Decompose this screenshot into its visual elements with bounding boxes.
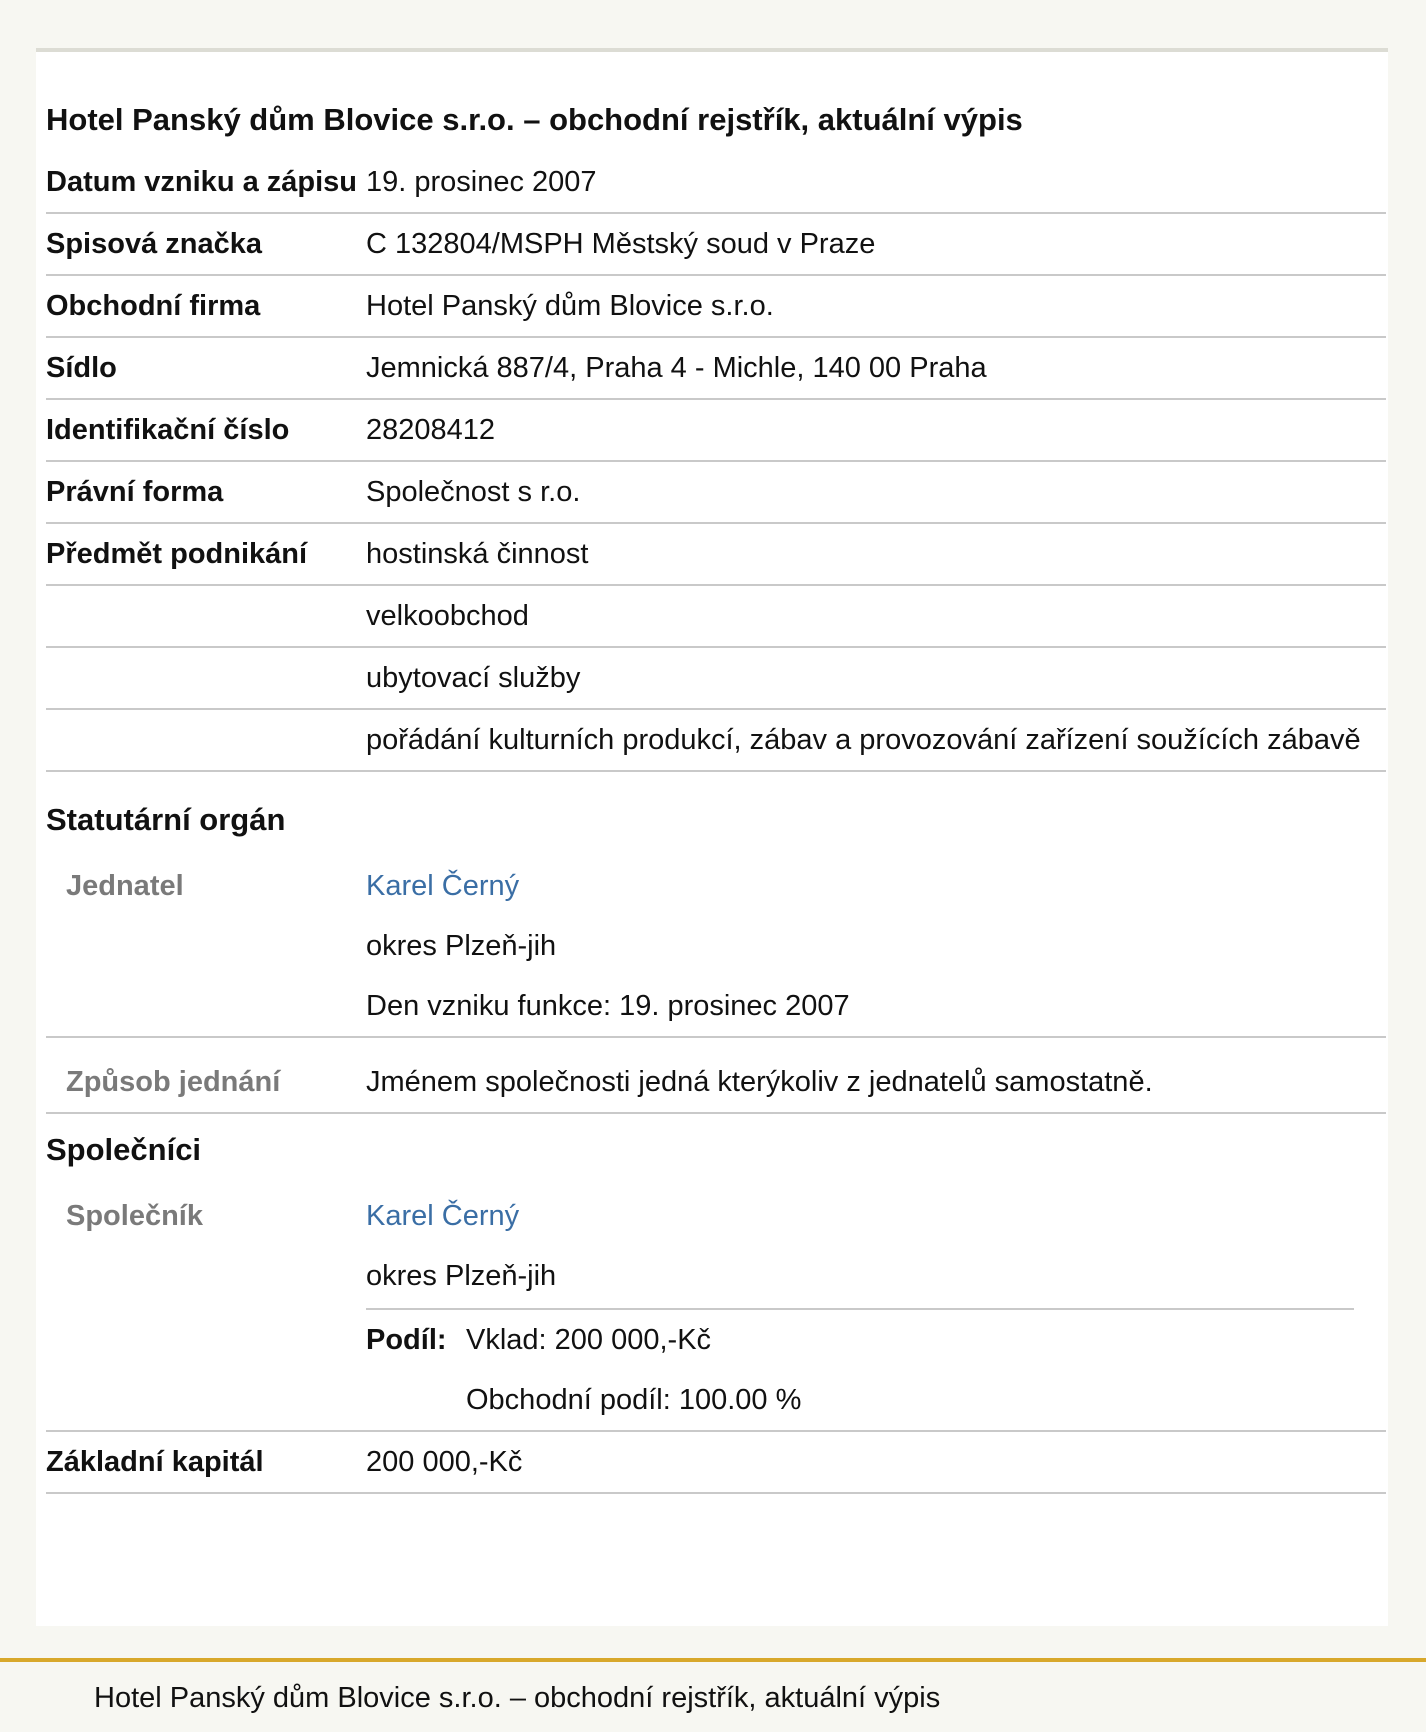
- value-sidlo: Jemnická 887/4, Praha 4 - Michle, 140 00 Praha: [366, 352, 987, 384]
- row-predmet-podnikani-2: [46, 586, 1386, 648]
- heading-spolecnici: Společníci: [46, 1132, 202, 1167]
- value-predmet-item: hostinská činnost: [366, 538, 589, 570]
- value-pravni-forma: Společnost s r.o.: [366, 476, 581, 508]
- registry-content: [46, 98, 1386, 1494]
- value-zpusob-jednani: Jménem společnosti jedná kterýkoliv z jednatelů samostatně.: [366, 1066, 1153, 1098]
- value-zakladni-kapital: 200 000,-Kč: [366, 1446, 523, 1478]
- label-predmet-podnikani: Předmět podnikání: [46, 538, 308, 570]
- label-pravni-forma: Právní forma: [46, 476, 224, 508]
- jednatel-okres: okres Plzeň-jih: [366, 930, 557, 962]
- podil-label: Podíl:: [366, 1324, 447, 1356]
- label-spisova-znacka: Spisová značka: [46, 228, 262, 260]
- row-pravni-forma: [46, 462, 1386, 524]
- podil-vklad: Vklad: 200 000,-Kč: [466, 1324, 712, 1356]
- row-jednatel: [46, 856, 1386, 1038]
- row-predmet-podnikani: [46, 524, 1386, 586]
- row-zakladni-kapital: [46, 1432, 1386, 1494]
- row-sidlo: [46, 338, 1386, 400]
- value-identifikacni-cislo: 28208412: [366, 414, 496, 446]
- value-jednatel: [366, 856, 1386, 1036]
- label-sidlo: Sídlo: [46, 352, 117, 384]
- value-obchodni-firma: Hotel Panský dům Blovice s.r.o.: [366, 290, 774, 322]
- value-datum-vzniku: 19. prosinec 2007: [366, 166, 597, 198]
- value-predmet-item: ubytovací služby: [366, 662, 581, 694]
- footer-bar: [0, 1658, 1426, 1732]
- jednatel-den-vzniku: Den vzniku funkce: 19. prosinec 2007: [366, 990, 850, 1022]
- footer-title: Hotel Panský dům Blovice s.r.o. – obchodní rejstřík, aktuální výpis: [94, 1682, 941, 1714]
- value-predmet-item: pořádání kulturních produkcí, zábav a provozování zařízení soužících zábavě: [366, 724, 1361, 756]
- label-empty: [46, 586, 366, 646]
- label-empty: [46, 710, 366, 770]
- label-zakladni-kapital: Základní kapitál: [46, 1446, 264, 1478]
- heading-statutarni-organ: Statutární orgán: [46, 802, 286, 837]
- label-empty: [46, 648, 366, 708]
- label-obchodni-firma: Obchodní firma: [46, 290, 261, 322]
- podil-values: [466, 1310, 801, 1430]
- spolecnik-okres: okres Plzeň-jih: [366, 1260, 557, 1292]
- row-datum-vzniku: [46, 152, 1386, 214]
- page-title: Hotel Panský dům Blovice s.r.o. – obchodní rejstřík, aktuální výpis: [46, 102, 1023, 137]
- row-identifikacni-cislo: [46, 400, 1386, 462]
- spolecnik-podil: [366, 1308, 1354, 1430]
- row-spisova-znacka: [46, 214, 1386, 276]
- spolecnik-name-link[interactable]: Karel Černý: [366, 1200, 520, 1232]
- registry-card: [36, 48, 1388, 1626]
- row-obchodni-firma: [46, 276, 1386, 338]
- row-zpusob-jednani: [46, 1038, 1386, 1114]
- row-spolecnik: [46, 1186, 1386, 1432]
- value-spolecnik: [366, 1186, 1386, 1430]
- value-spisova-znacka: C 132804/MSPH Městský soud v Praze: [366, 228, 876, 260]
- jednatel-name-link[interactable]: Karel Černý: [366, 870, 520, 902]
- label-datum-vzniku: Datum vzniku a zápisu: [46, 166, 358, 198]
- label-zpusob-jednani: Způsob jednání: [66, 1066, 281, 1098]
- row-predmet-podnikani-4: [46, 710, 1386, 772]
- label-identifikacni-cislo: Identifikační číslo: [46, 414, 290, 446]
- label-jednatel: Jednatel: [66, 870, 184, 902]
- label-spolecnik: Společník: [66, 1200, 203, 1232]
- value-predmet-item: velkoobchod: [366, 600, 529, 632]
- podil-obchodni: Obchodní podíl: 100.00 %: [466, 1384, 802, 1416]
- row-predmet-podnikani-3: [46, 648, 1386, 710]
